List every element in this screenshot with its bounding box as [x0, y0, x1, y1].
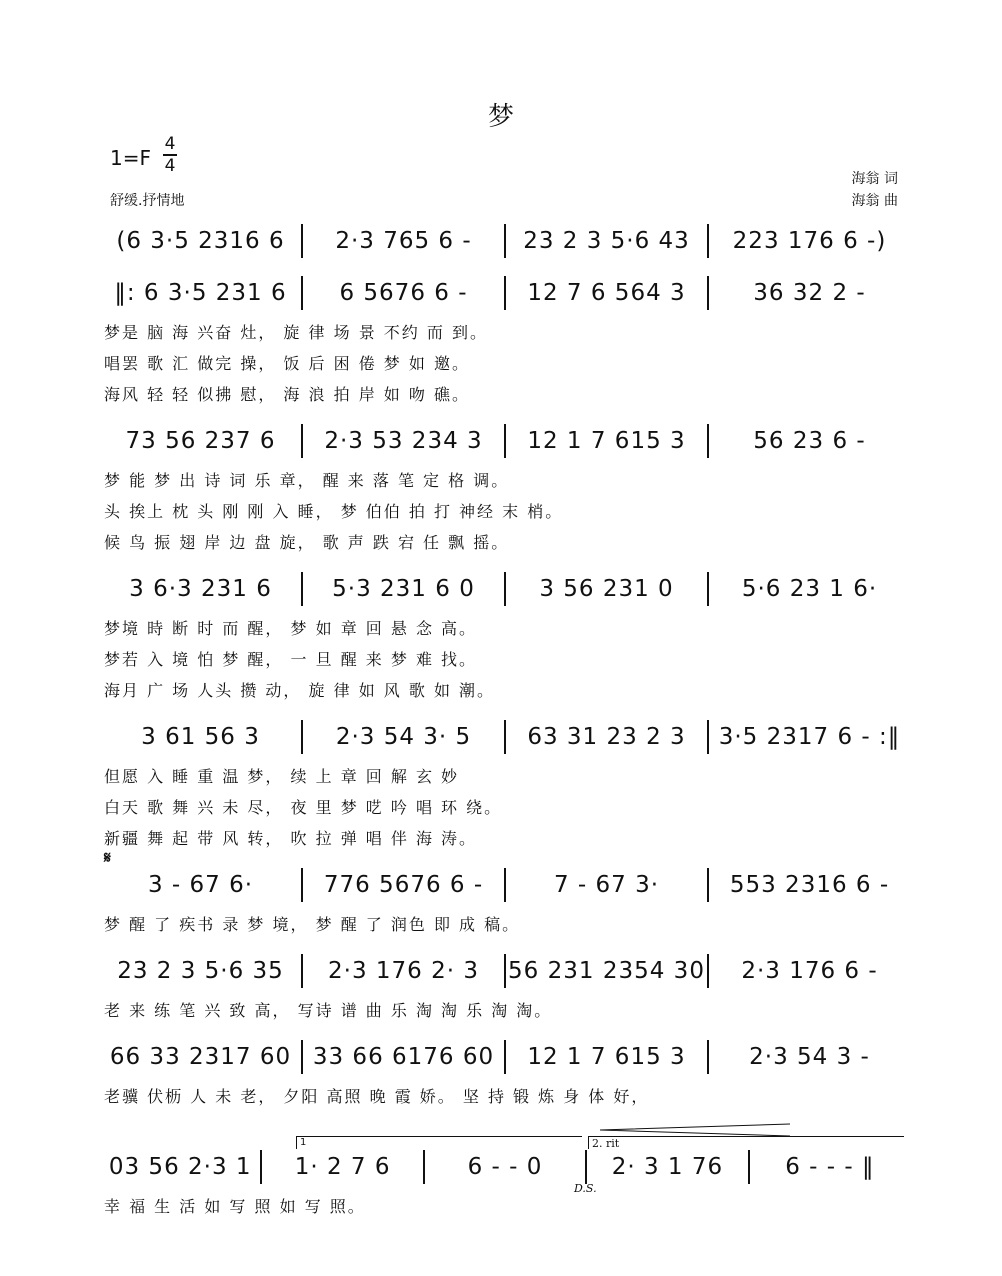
measure: 3 61 56 3 — [141, 724, 260, 750]
measure: 7 - 67 3· — [553, 872, 660, 898]
lyric-text: 梦是 脑 海 兴奋 灶， 旋 律 场 景 不约 而 到。 — [104, 323, 488, 342]
score-row — [100, 572, 910, 606]
song-title: 梦 — [487, 102, 514, 132]
measure: 6 - - - ‖ — [785, 1154, 875, 1180]
notation-line — [100, 572, 910, 606]
measure: 2·3 53 234 3 — [324, 428, 483, 454]
notation-line — [100, 954, 910, 988]
measure: 223 176 6 -) — [732, 228, 887, 254]
lyric-text: 梦若 入 境 怕 梦 醒， 一 旦 醒 来 梦 难 找。 — [104, 650, 478, 669]
notation-line — [100, 720, 910, 754]
score-row — [100, 954, 910, 988]
measure: 23 2 3 5·6 43 — [523, 228, 690, 254]
lyric-text: 老骥 伏枥 人 未 老， 夕阳 高照 晚 霞 娇。 坚 持 锻 炼 身 体 好， — [104, 1087, 650, 1106]
score-row — [100, 868, 910, 902]
measure: 3 - 67 6· — [147, 872, 254, 898]
measure: 6 - - 0 — [467, 1154, 543, 1180]
lyric-line — [100, 499, 880, 521]
lyric-text: 老 来 练 笔 兴 致 高， 写诗 谱 曲 乐 淘 淘 乐 淘 淘。 — [104, 1001, 553, 1020]
lyric-line — [100, 1194, 880, 1216]
lyric-text: 幸 福 生 活 如 写 照 如 写 照。 — [104, 1197, 366, 1216]
lyric-text: 海月 广 场 人头 攒 动， 旋 律 如 风 歌 如 潮。 — [104, 681, 496, 700]
measure: 2·3 54 3 - — [749, 1044, 870, 1070]
notation-line — [100, 224, 910, 258]
measure: 2·3 54 3· 5 — [335, 724, 472, 750]
measure: 2·3 765 6 - — [335, 228, 472, 254]
measure: 5·3 231 6 0 — [332, 576, 475, 602]
lyric-line — [100, 616, 880, 638]
notation-line — [100, 1040, 910, 1074]
measure: 3·5 2317 6 - :‖ — [718, 724, 901, 750]
notation-line — [100, 1150, 910, 1184]
measure: 2·3 176 2· 3 — [328, 958, 479, 984]
measure: 63 31 23 2 3 — [527, 724, 686, 750]
score-row — [100, 424, 910, 458]
lyric-line — [100, 826, 880, 848]
notation-line — [100, 424, 910, 458]
measure: 23 2 3 5·6 35 — [117, 958, 284, 984]
volta-second-ending: 2. rit — [588, 1136, 904, 1149]
lyric-text: 梦境 時 断 时 而 醒， 梦 如 章 回 悬 念 高。 — [104, 619, 478, 638]
segno-mark: 𝄋 — [104, 848, 111, 867]
decrescendo-hairpin — [600, 1123, 790, 1137]
measure: 12 1 7 615 3 — [527, 428, 686, 454]
composer-credit: 海翁 曲 — [851, 193, 898, 209]
measure: 2·3 176 6 - — [741, 958, 878, 984]
measure: 73 56 237 6 — [125, 428, 276, 454]
lyric-text: 白天 歌 舞 兴 未 尽， 夜 里 梦 呓 吟 唱 环 绕。 — [104, 798, 503, 817]
lyric-line — [100, 912, 880, 934]
score-row — [100, 224, 910, 258]
measure: 56 23 6 - — [753, 428, 866, 454]
measure: 3 6·3 231 6 — [129, 576, 272, 602]
measure: (6 3·5 2316 6 — [116, 228, 285, 254]
lyric-text: 海风 轻 轻 似拂 慰， 海 浪 拍 岸 如 吻 礁。 — [104, 385, 470, 404]
lyric-line — [100, 764, 880, 786]
measure: 3 56 231 0 — [539, 576, 674, 602]
lyric-text: 唱罢 歌 汇 做完 操， 饭 后 困 倦 梦 如 邀。 — [104, 354, 470, 373]
lyric-text: 梦 能 梦 出 诗 词 乐 章， 醒 来 落 笔 定 格 调。 — [104, 471, 510, 490]
lyric-line — [100, 530, 880, 552]
measure: 33 66 6176 60 — [312, 1044, 495, 1070]
lyric-text: 新疆 舞 起 带 风 转， 吹 拉 弹 唱 伴 海 涛。 — [104, 829, 478, 848]
lyric-line — [100, 998, 880, 1020]
notation-line — [100, 276, 910, 310]
score-row — [100, 1040, 910, 1074]
lyric-line — [100, 320, 880, 342]
lyric-text: 候 鸟 振 翅 岸 边 盘 旋， 歌 声 跌 宕 任 飘 摇。 — [104, 533, 510, 552]
lyric-line — [100, 351, 880, 373]
lyric-line — [100, 382, 880, 404]
measure: 553 2316 6 - — [729, 872, 890, 898]
lyric-text: 头 挨上 枕 头 刚 刚 入 睡， 梦 伯伯 拍 打 神经 末 梢。 — [104, 502, 564, 521]
lyric-line — [100, 1084, 880, 1106]
score-row — [100, 1150, 910, 1184]
lyric-line — [100, 647, 880, 669]
notation-line — [100, 868, 910, 902]
time-signature-top: 4 — [164, 134, 176, 154]
measure: 12 1 7 615 3 — [527, 1044, 686, 1070]
measure: 66 33 2317 60 — [109, 1044, 292, 1070]
measure: 776 5676 6 - — [323, 872, 484, 898]
ds-mark: D.S. — [574, 1182, 597, 1195]
volta-first-ending: 1 — [296, 1136, 582, 1149]
measure: 1· 2 7 6 — [294, 1154, 391, 1180]
credits — [852, 168, 898, 212]
measure: 6 5676 6 - — [339, 280, 468, 306]
score-row — [100, 720, 910, 754]
lyric-line — [100, 468, 880, 490]
measure: 2· 3 1 76 — [611, 1154, 724, 1180]
score-row — [100, 276, 910, 310]
measure: 03 56 2·3 1 — [108, 1154, 252, 1180]
measure: 56 231 2354 30 — [508, 958, 705, 984]
key-signature: 1=F — [110, 146, 151, 170]
lyric-text: 但愿 入 睡 重 温 梦， 续 上 章 回 解 玄 妙 — [104, 767, 460, 786]
measure: 36 32 2 - — [753, 280, 866, 306]
time-signature-bottom: 4 — [164, 156, 176, 176]
lyricist-credit: 海翁 词 — [851, 171, 898, 187]
lyric-line — [100, 795, 880, 817]
measure: 5·6 23 1 6· — [741, 576, 878, 602]
time-signature — [160, 134, 180, 176]
tempo-marking: 舒缓.抒情地 — [110, 193, 185, 209]
lyric-text: 梦 醒 了 疾书 录 梦 境， 梦 醒 了 润色 即 成 稿。 — [104, 915, 521, 934]
measure: ‖: 6 3·5 231 6 — [114, 280, 287, 306]
lyric-line — [100, 678, 880, 700]
measure: 12 7 6 564 3 — [527, 280, 686, 306]
